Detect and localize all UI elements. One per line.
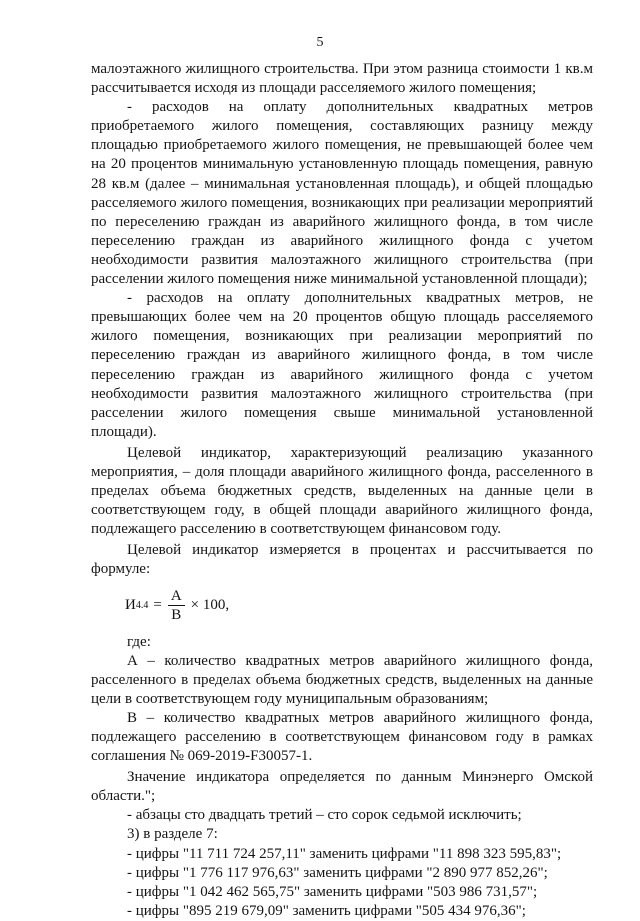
list-line-4: - цифры "1 776 117 976,63" заменить цифрами "2 890 977 852,26"; (127, 864, 548, 881)
list-line-5: - цифры "1 042 462 565,75" заменить цифрами "503 986 731,57"; (127, 883, 538, 900)
paragraph-where: где: (127, 633, 151, 650)
formula (125, 585, 593, 627)
page-number: 5 (316, 35, 324, 50)
list-line-1: - абзацы сто двадцать третий – сто сорок седьмой исключить; (127, 807, 522, 824)
paragraph-intro: малоэтажного жилищного строительства. При этом разница стоимости 1 кв.м рассчитывается исходя из площади расселяемого жилого помещения; (91, 61, 593, 97)
list-line-6: - цифры "895 219 679,09" заменить цифрами "505 434 976,36"; (127, 902, 526, 919)
list-line-3: - цифры "11 711 724 257,11" заменить цифрами "11 898 323 595,83"; (127, 845, 562, 862)
paragraph-definition-b: В – количество квадратных метров аварийного жилищного фонда, подлежащего расселению в соответствующем финансовом году в рамках соглашения № 069-2019-F30057-1. (91, 709, 593, 765)
document-body (91, 60, 593, 921)
formula-fraction (168, 587, 185, 624)
paragraph-bullet-2: - расходов на оплату дополнительных квадратных метров, не превышающих более чем на 20 процентов общую площадь расселяемого жилого помещения, возникающих при реализации мероприятий по переселению граждан из аварийного жилищного фонда, в том числе переселению граждан из аварийного жилищного фонда с учетом необходимости развития малоэтажного жилищного строительства (при расселении жилого помещения свыше минимальной установленной площади). (91, 290, 593, 440)
paragraph-bullet-1: - расходов на оплату дополнительных квадратных метров приобретаемого жилого помещения, составляющих разницу между площадью приобретаемого жилого помещения, не превышающей более чем на 20 процентов минимальную установленную площадь помещения, равную 28 кв.м (далее – минимальная установленная площадь), и общей площадью расселяемого жилого помещения, возникающих при реализации мероприятий по переселению граждан из аварийного жилищного фонда, в том числе переселению граждан из аварийного жилищного фонда с учетом необходимости развития малоэтажного жилищного строительства (при расселении жилого помещения ниже минимальной установленной площади); (91, 99, 593, 288)
formula-equals: = (153, 596, 162, 613)
formula-lhs: И (125, 596, 136, 613)
list-line-2: 3) в разделе 7: (127, 826, 218, 843)
formula-denominator: В (171, 607, 182, 624)
formula-tail: × 100, (190, 596, 230, 613)
formula-subscript: 4.4 (135, 599, 149, 611)
formula-numerator: А (168, 587, 185, 606)
paragraph-target-indicator: Целевой индикатор, характеризующий реализацию указанного мероприятия, – доля площади аварийного жилищного фонда, расселенного в пределах объема бюджетных средств, выделенных на данные цели в соответствующем году, в общей площади аварийного жилищного фонда, подлежащего расселению в соответствующем финансовом году. (91, 444, 593, 538)
paragraph-measure: Целевой индикатор измеряется в процентах и рассчитывается по формуле: (91, 542, 593, 578)
paragraph-definition-a: А – количество квадратных метров аварийного жилищного фонда, расселенного в пределах объема бюджетных средств, выделенных на данные цели в соответствующем году муниципальным образованиям; (91, 652, 593, 707)
paragraph-indicator-value: Значение индикатора определяется по данным Минэнерго Омской области."; (91, 769, 593, 805)
